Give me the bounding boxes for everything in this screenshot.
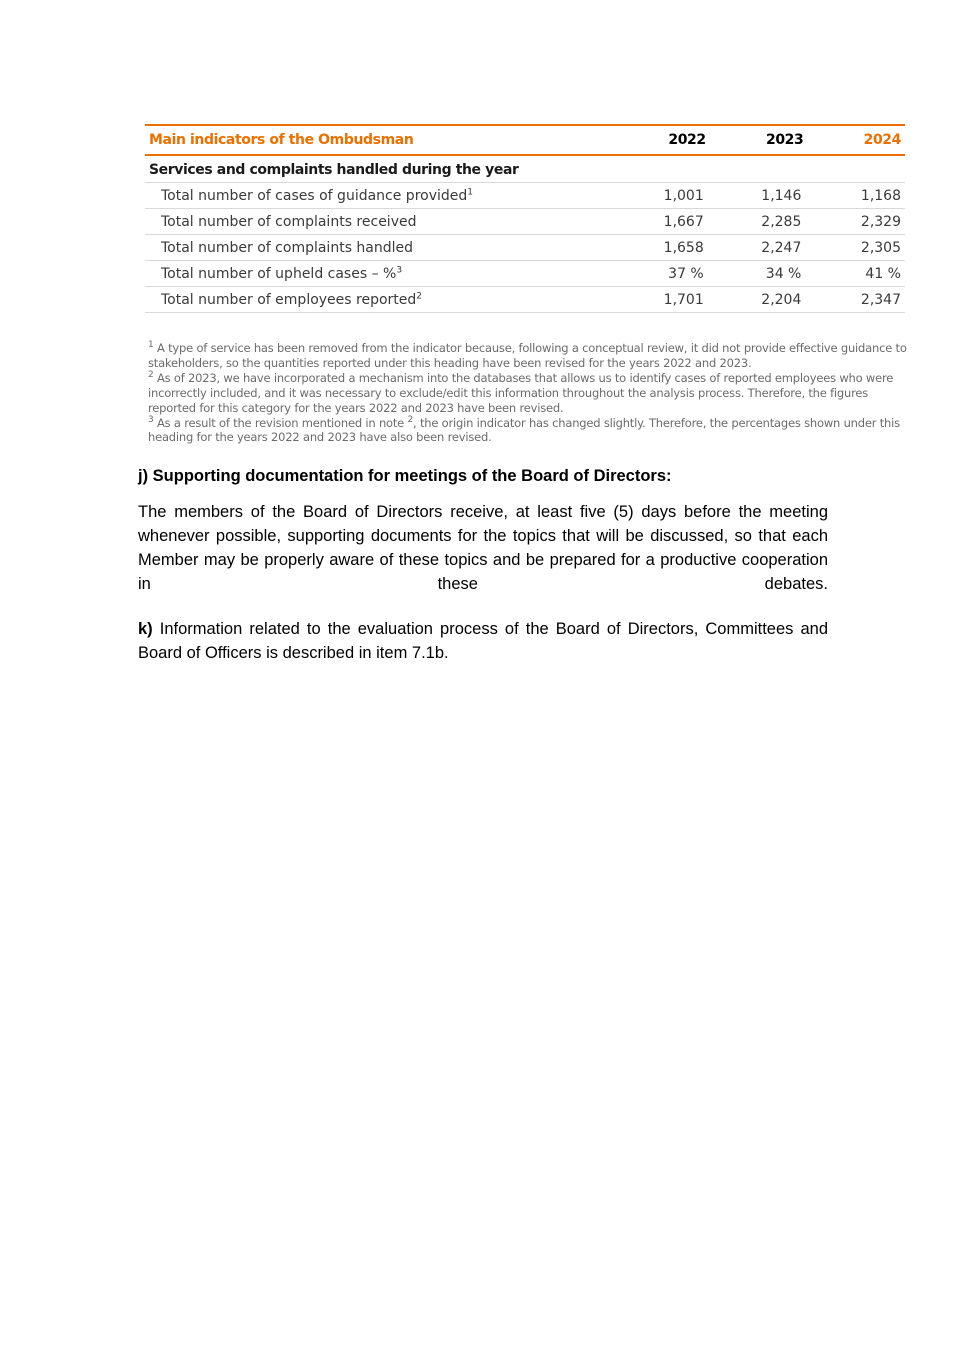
value-2023: 2,247 [710, 235, 808, 261]
value-2022: 1,001 [612, 183, 710, 209]
table-header-row [145, 125, 905, 155]
section-j [138, 464, 828, 596]
value-2022: 1,701 [612, 287, 710, 313]
ombudsman-indicators-table [145, 124, 905, 313]
section-j-body: The members of the Board of Directors receive, at least five (5) days before the meeting whenever possible, supporting documents for the topics that will be discussed, so that each Member may be properly aware of these topics and be prepared for a productive cooperation in these debates. [138, 503, 828, 593]
value-2024: 2,329 [807, 209, 905, 235]
section-k-paragraph [138, 617, 828, 665]
row-label: Total number of employees reported$^2$ [145, 287, 612, 313]
section-row [145, 155, 905, 183]
section-label: Services and complaints handled during the year [145, 155, 905, 183]
table-row [145, 235, 905, 261]
row-label: Total number of cases of guidance provided$^1$ [145, 183, 612, 209]
footnote-2: $^2$ As of 2023, we have incorporated a mechanism into the databases that allows us to identify cases of reported employees who were incorrectly included, and it was necessary to exclude/edit this information throughout the analysis process. Therefore, the figures reported for this category for the years 2022 and 2023 have been revised. [148, 369, 894, 415]
year-header-2023: 2023 [710, 125, 808, 155]
row-label: Total number of complaints handled [145, 235, 612, 261]
table-title: Main indicators of the Ombudsman [145, 125, 612, 155]
table-row [145, 183, 905, 209]
value-2024: 1,168 [807, 183, 905, 209]
value-2024: 41 % [807, 261, 905, 287]
footnote-ref: 2 [416, 290, 423, 301]
table-row [145, 261, 905, 287]
value-2023: 2,204 [710, 287, 808, 313]
value-2022: 1,658 [612, 235, 710, 261]
table-row [145, 209, 905, 235]
row-label: Total number of upheld cases – %$^3$ [145, 261, 612, 287]
section-k-body: Information related to the evaluation process of the Board of Directors, Committees and Board of Officers is described in item 7.1b. [138, 620, 828, 662]
table-row [145, 287, 905, 313]
row-label: Total number of complaints received [145, 209, 612, 235]
footnote-3: $^3$ As a result of the revision mentioned in note $^2$, the origin indicator has changed slightly. Therefore, the percentages shown under this heading for the years 2022 and 2023 have also been revised. [148, 414, 900, 445]
section-k-label: k) [138, 620, 153, 638]
value-2022: 37 % [612, 261, 710, 287]
value-2024: 2,305 [807, 235, 905, 261]
year-header-2022: 2022 [612, 125, 710, 155]
value-2023: 1,146 [710, 183, 808, 209]
footnote-ref: 1 [467, 186, 473, 197]
value-2023: 34 % [710, 261, 808, 287]
value-2023: 2,285 [710, 209, 808, 235]
footnote-1: $^1$ A type of service has been removed from the indicator because, following a conceptual review, it did not provide effective guidance to stakeholders, so the quantities reported under this heading have been revised for the years 2022 and 2023. [148, 340, 907, 370]
footnote-ref: 3 [396, 264, 403, 275]
section-k [138, 617, 828, 665]
value-2022: 1,667 [612, 209, 710, 235]
year-header-2024: 2024 [807, 125, 905, 155]
value-2024: 2,347 [807, 287, 905, 313]
section-j-heading: j) Supporting documentation for meetings of the Board of Directors: [138, 467, 672, 485]
table-footnotes [148, 341, 908, 445]
ombudsman-indicators-table-block [145, 124, 905, 313]
